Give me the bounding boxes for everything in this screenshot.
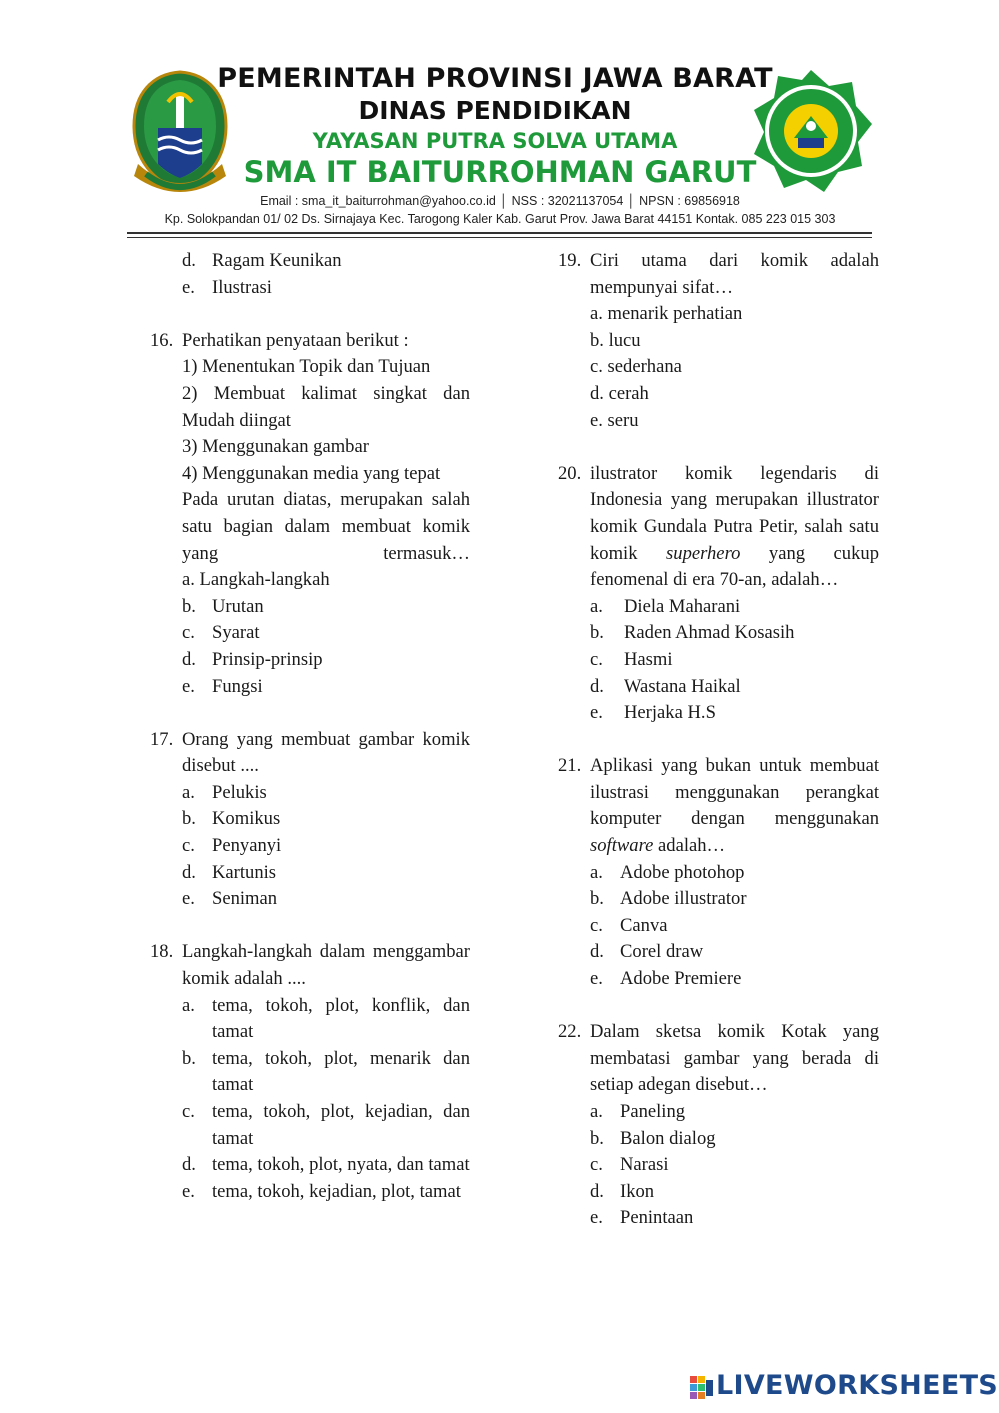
q18-option-d[interactable]	[182, 1152, 470, 1179]
option-text: Syarat	[212, 622, 260, 644]
option-text: Herjaka H.S	[624, 702, 716, 724]
q20-option-d[interactable]	[590, 674, 879, 701]
q17-option-a[interactable]	[182, 780, 470, 807]
option-text: tema, tokoh, kejadian, plot, tamat	[212, 1180, 461, 1202]
header-foundation: YAYASAN PUTRA SOLVA UTAMA	[312, 129, 678, 153]
option-letter: b.	[182, 1047, 196, 1069]
option-letter: d.	[590, 941, 604, 963]
q19-option-a[interactable]: a. menarik perhatian	[590, 303, 743, 325]
statement-item: 3) Menggunakan gambar	[182, 436, 369, 458]
header-contact-line: Email : sma_it_baiturrohman@yahoo.co.id │ NSS : 32021137054 │ NPSN : 69856918	[260, 194, 740, 208]
option-text: Corel draw	[620, 941, 704, 963]
option-text: Adobe photohop	[620, 861, 745, 883]
q17-option-e[interactable]	[182, 886, 470, 913]
option-text: Adobe illustrator	[620, 888, 747, 910]
question-prompt: Pada urutan diatas, merupakan salah satu bagian dalam membuat komik yang termasuk…	[182, 489, 470, 564]
q19-option-c[interactable]: c. sederhana	[590, 356, 682, 378]
school-emblem-icon	[748, 68, 874, 194]
option-letter: c.	[182, 622, 195, 644]
option-letter: a.	[182, 994, 195, 1016]
q17-option-c[interactable]	[182, 833, 470, 860]
stem-italic: superhero	[666, 542, 741, 564]
question-number: 22.	[558, 1021, 582, 1043]
question-stem: Dalam sketsa komik Kotak yang membatasi gambar yang berada di setiap adegan disebut…	[590, 1021, 879, 1096]
q22-option-e[interactable]	[590, 1205, 879, 1232]
q22-option-c[interactable]	[590, 1152, 879, 1179]
q16-option-e[interactable]	[182, 674, 470, 701]
option-text: Ragam Keunikan	[212, 250, 342, 271]
stem-text: adalah…	[658, 835, 726, 857]
option-letter: e.	[590, 968, 603, 990]
option-text: Paneling	[620, 1101, 686, 1122]
q20-option-b[interactable]	[590, 620, 879, 647]
liveworksheets-logo-icon	[690, 1376, 714, 1400]
q19-option-b[interactable]: b. lucu	[590, 329, 641, 351]
question-16	[150, 328, 470, 700]
question-20	[558, 461, 879, 727]
question-stem: Perhatikan penyataan berikut :	[182, 329, 409, 351]
header-address: Kp. Solokpandan 01/ 02 Ds. Sirnajaya Kec. Tarogong Kaler Kab. Garut Prov. Jawa Barat 44151 Kontak. 085 223 015 303	[164, 212, 836, 226]
header-email: Email : sma_it_baiturrohman@yahoo.co.id	[260, 194, 496, 208]
question-stem: Orang yang membuat gambar komik disebut ....	[182, 728, 470, 777]
option-letter: b.	[590, 888, 604, 910]
q17-option-d[interactable]	[182, 860, 470, 887]
option-text: tema, tokoh, plot, kejadian, dan tamat	[212, 1101, 470, 1149]
question-number: 18.	[150, 941, 174, 963]
option-letter: e.	[182, 888, 195, 910]
header-npsn: NPSN : 69856918	[639, 194, 740, 208]
option-text: Canva	[620, 914, 668, 936]
option-text: Kartunis	[212, 861, 277, 883]
question-17	[150, 727, 470, 913]
q16-option-c[interactable]	[182, 620, 470, 647]
question-number: 21.	[558, 755, 582, 777]
option-letter: e.	[590, 702, 603, 724]
stem-text: yang cukup fenomenal di era 70-an, adalah…	[590, 542, 879, 591]
question-number: 16.	[150, 329, 174, 351]
statement-item: 2) Membuat kalimat singkat dan Mudah diingat	[182, 382, 470, 431]
question-stem	[590, 753, 879, 859]
header-school-name: SMA IT BAITURROHMAN GARUT	[243, 155, 757, 189]
option-text: Raden Ahmad Kosasih	[624, 622, 795, 644]
q22-option-a[interactable]	[590, 1099, 879, 1126]
q18-option-c[interactable]	[182, 1099, 470, 1152]
q15-continued-options	[150, 248, 470, 301]
q20-option-a[interactable]	[590, 594, 879, 621]
liveworksheets-brand[interactable]	[690, 1370, 999, 1406]
left-column	[150, 248, 470, 1205]
q17-option-b[interactable]	[182, 806, 470, 833]
header-nss: NSS : 32021137054	[511, 194, 624, 208]
option-text: tema, tokoh, plot, nyata, dan tamat	[212, 1154, 470, 1176]
option-letter: b.	[182, 808, 196, 830]
option-text: Ikon	[620, 1180, 655, 1202]
q16-option-b[interactable]	[182, 594, 470, 621]
option-letter: d.	[590, 675, 604, 697]
header-province: PEMERINTAH PROVINSI JAWA BARAT	[217, 63, 773, 94]
question-stem: Langkah-langkah dalam menggambar komik adalah ....	[182, 941, 470, 990]
q21-option-d[interactable]	[590, 939, 879, 966]
q18-option-b[interactable]	[182, 1046, 470, 1099]
question-18	[150, 939, 470, 1205]
option-letter: d.	[182, 250, 196, 271]
option-text: Ilustrasi	[212, 276, 272, 298]
option-letter: c.	[590, 914, 603, 936]
option-text: Komikus	[212, 808, 281, 830]
q21-option-e[interactable]	[590, 966, 879, 993]
option-letter: a.	[590, 861, 603, 883]
option-letter: d.	[182, 861, 196, 883]
q22-option-b[interactable]	[590, 1126, 879, 1153]
letterhead	[0, 0, 999, 250]
option-text: Prinsip-prinsip	[212, 648, 323, 670]
liveworksheets-wordmark: LIVEWORKSHEETS	[716, 1370, 999, 1401]
statement-item: 1) Menentukan Topik dan Tujuan	[182, 356, 431, 378]
q20-option-e[interactable]	[590, 700, 879, 727]
option-text: Fungsi	[212, 675, 263, 697]
option-letter: a.	[182, 781, 195, 803]
header-divider-thin	[127, 237, 872, 238]
question-21	[558, 753, 879, 992]
question-stem: Ciri utama dari komik adalah mempunyai sifat…	[590, 250, 879, 298]
option-letter: e.	[182, 1180, 195, 1202]
q19-option-e[interactable]: e. seru	[590, 409, 639, 431]
stem-text: ilustrator komik legendaris di Indonesia yang merupakan illustrator komik Gundala Putra Petir, salah satu komik	[590, 462, 879, 564]
option-letter: a.	[590, 1101, 603, 1122]
option-text: Adobe Premiere	[620, 968, 742, 990]
option-letter: e.	[182, 276, 195, 298]
question-22	[558, 1019, 879, 1232]
option-letter: b.	[182, 595, 196, 617]
q20-option-c[interactable]	[590, 647, 879, 674]
question-19	[558, 248, 879, 434]
option-letter: b.	[590, 1127, 604, 1149]
option-text: Penyanyi	[212, 835, 282, 857]
q22-option-d[interactable]	[590, 1179, 879, 1206]
q19-option-d[interactable]: d. cerah	[590, 382, 649, 404]
option-letter: e.	[182, 675, 195, 697]
option-letter: e.	[590, 1207, 603, 1229]
question-number: 17.	[150, 728, 174, 750]
option-letter: b.	[590, 622, 604, 644]
q18-option-e[interactable]	[182, 1179, 470, 1206]
header-department: DINAS PENDIDIKAN	[358, 96, 632, 125]
option-text: tema, tokoh, plot, konflik, dan tamat	[212, 994, 470, 1043]
q15-option-d[interactable]	[182, 248, 470, 275]
option-letter: c.	[590, 648, 603, 670]
option-text: Wastana Haikal	[624, 675, 741, 697]
q16-option-d[interactable]	[182, 647, 470, 674]
statement-item: 4) Menggunakan media yang tepat	[182, 462, 441, 484]
option-letter: d.	[182, 1154, 196, 1176]
option-text: Pelukis	[212, 781, 267, 803]
option-letter: d.	[182, 648, 196, 670]
option-text: Balon dialog	[620, 1127, 716, 1149]
q16-option-a[interactable]: a. Langkah-langkah	[182, 569, 330, 591]
q21-option-b[interactable]	[590, 886, 879, 913]
q21-option-c[interactable]	[590, 913, 879, 940]
stem-text: Aplikasi yang bukan untuk membuat ilustrasi menggunakan perangkat komputer dengan menggunakan	[590, 755, 879, 830]
question-number: 19.	[558, 250, 582, 271]
option-letter: c.	[182, 835, 195, 857]
option-text: Diela Maharani	[624, 595, 741, 617]
header-divider-thick	[127, 232, 872, 234]
option-text: tema, tokoh, plot, menarik dan tamat	[212, 1047, 470, 1096]
option-text: Seniman	[212, 888, 278, 910]
right-column	[558, 248, 879, 1232]
option-letter: a.	[590, 595, 603, 617]
option-text: Urutan	[212, 595, 264, 617]
question-stem	[590, 461, 879, 594]
option-text: Narasi	[620, 1154, 669, 1176]
option-letter: c.	[182, 1101, 195, 1122]
option-text: Penintaan	[620, 1207, 694, 1229]
option-letter: d.	[590, 1180, 604, 1202]
q15-option-e[interactable]	[182, 275, 470, 302]
stem-italic: software	[590, 835, 654, 857]
option-letter: c.	[590, 1154, 603, 1176]
question-number: 20.	[558, 462, 582, 484]
q18-option-a[interactable]	[182, 993, 470, 1046]
q21-option-a[interactable]	[590, 860, 879, 887]
option-text: Hasmi	[624, 648, 673, 670]
